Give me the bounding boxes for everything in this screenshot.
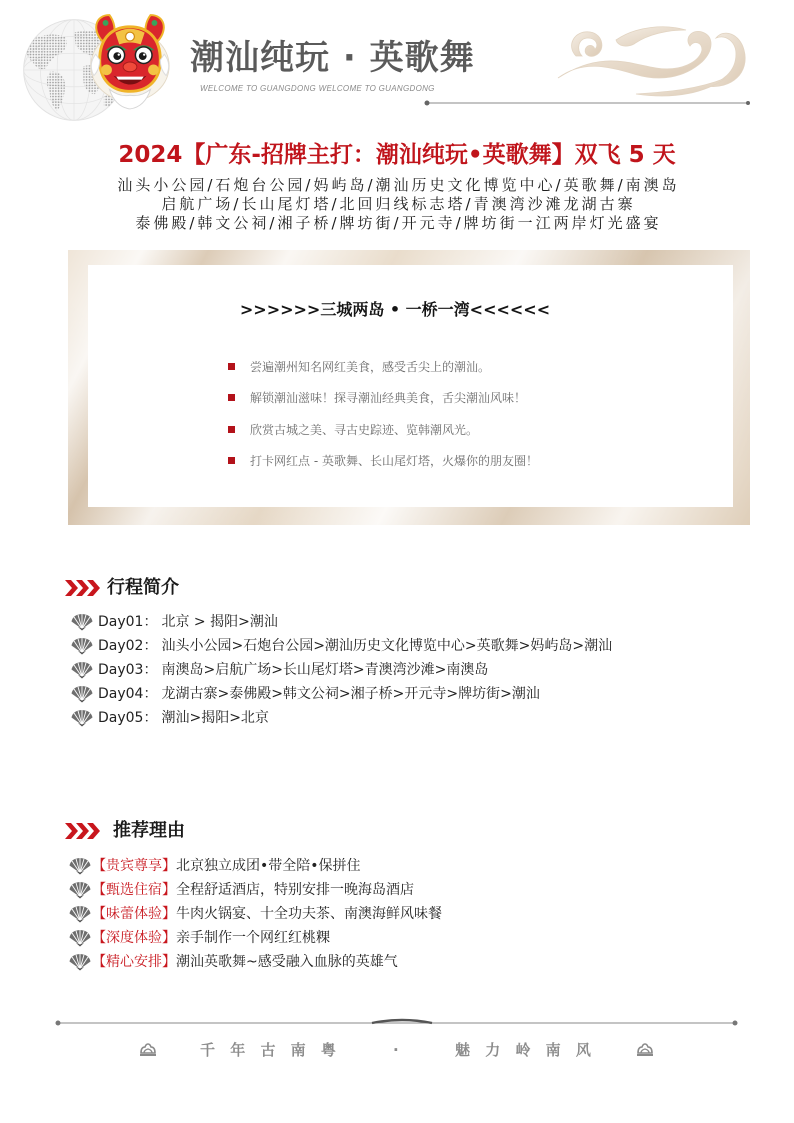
highlights-heading: >>>>>>三城两岛 • 一桥一湾<<<<<< (239, 300, 551, 319)
shell-icon (68, 905, 92, 923)
day-route: 北京 > 揭阳>潮汕 (161, 614, 278, 630)
shell-icon (68, 881, 92, 899)
day-label: Day03： (98, 662, 158, 678)
itinerary-day (98, 685, 540, 703)
day-label: Day02： (98, 638, 158, 654)
itinerary-day (98, 613, 278, 631)
itinerary-day (98, 637, 612, 655)
chevron-icon (65, 579, 101, 597)
shell-icon (70, 685, 94, 703)
auspicious-ornament-icon (139, 1043, 157, 1057)
shell-icon (70, 709, 94, 727)
day-route: 龙湖古寨>泰佛殿>韩文公祠>湘子桥>开元寺>牌坊街>潮汕 (161, 686, 540, 702)
highlights-card (88, 265, 733, 507)
reason-tag: 【贵宾尊享】 (92, 858, 176, 874)
wave-ornament-icon (556, 16, 752, 106)
tour-title: 2024【广东-招牌主打：潮汕纯玩•英歌舞】双飞 5 天 (118, 142, 676, 168)
shell-icon (70, 613, 94, 631)
day-route: 潮汕>揭阳>北京 (161, 710, 269, 726)
red-square-bullet-icon (228, 426, 235, 433)
reason-tag: 【精心安排】 (92, 954, 176, 970)
red-square-bullet-icon (228, 363, 235, 370)
reason-tag: 【深度体验】 (92, 930, 176, 946)
lion-dance-head-icon (86, 10, 174, 114)
day-route: 汕头小公园>石炮台公园>潮汕历史文化博览中心>英歌舞>妈屿岛>潮汕 (161, 638, 613, 654)
footer-slogan-left: 千 年 古 南 粤 (200, 1041, 341, 1059)
shell-icon (68, 857, 92, 875)
highlight-item: 欣赏古城之美、寻古史踪迹、览韩潮风光。 (250, 423, 479, 437)
day-label: Day05： (98, 710, 158, 726)
silk-background-panel (68, 250, 750, 525)
footer-separator: · (393, 1041, 399, 1059)
reason-text: 潮汕英歌舞~感受融入血脉的英雄气 (176, 954, 398, 970)
reason-item (92, 857, 361, 875)
reason-text: 牛肉火锅宴、十全功夫茶、南澳海鲜风味餐 (176, 906, 442, 922)
brand-subtitle: WELCOME TO GUANGDONG WELCOME TO GUANGDONG (200, 84, 435, 93)
shell-icon (70, 637, 94, 655)
highlight-item: 解锁潮汕滋味！探寻潮汕经典美食，舌尖潮汕风味！ (250, 391, 527, 405)
shell-icon (70, 661, 94, 679)
reasons-heading: 推荐理由 (113, 820, 185, 841)
itinerary-day (98, 709, 269, 727)
reason-item (92, 953, 398, 971)
reason-tag: 【甄选住宿】 (92, 882, 176, 898)
chevron-icon (65, 822, 101, 840)
red-square-bullet-icon (228, 457, 235, 464)
day-route: 南澳岛>启航广场>长山尾灯塔>青澳湾沙滩>南澳岛 (161, 662, 489, 678)
reason-text: 北京独立成团•带全陪•保拼住 (176, 858, 361, 874)
footer-divider (52, 1016, 742, 1030)
highlight-item: 打卡网红点 - 英歌舞、长山尾灯塔，火爆你的朋友圈！ (250, 454, 538, 468)
reason-item (92, 881, 414, 899)
footer-slogan-right: 魅 力 岭 南 风 (455, 1041, 596, 1059)
reason-text: 亲手制作一个网红红桃粿 (176, 930, 330, 946)
spots-line: 泰佛殿/韩文公祠/湘子桥/牌坊街/开元寺/牌坊街一江两岸灯光盛宴 (135, 214, 662, 232)
shell-icon (68, 929, 92, 947)
highlight-item: 尝遍潮州知名网红美食，感受舌尖上的潮汕。 (250, 360, 491, 374)
reason-text: 全程舒适酒店，特别安排一晚海岛酒店 (176, 882, 414, 898)
reason-item (92, 929, 330, 947)
shell-icon (68, 953, 92, 971)
reason-tag: 【味蕾体验】 (92, 906, 176, 922)
brand-title: 潮汕纯玩 · 英歌舞 (190, 38, 475, 78)
auspicious-ornament-icon (636, 1043, 654, 1057)
red-square-bullet-icon (228, 394, 235, 401)
day-label: Day01： (98, 614, 158, 630)
day-label: Day04： (98, 686, 158, 702)
reason-item (92, 905, 442, 923)
spots-line: 启航广场/长山尾灯塔/北回归线标志塔/青澳湾沙滩龙湖古寨 (161, 195, 636, 213)
itinerary-day (98, 661, 488, 679)
itinerary-heading: 行程简介 (107, 577, 179, 598)
spots-line: 汕头小公园/石炮台公园/妈屿岛/潮汕历史文化博览中心/英歌舞/南澳岛 (117, 176, 680, 194)
